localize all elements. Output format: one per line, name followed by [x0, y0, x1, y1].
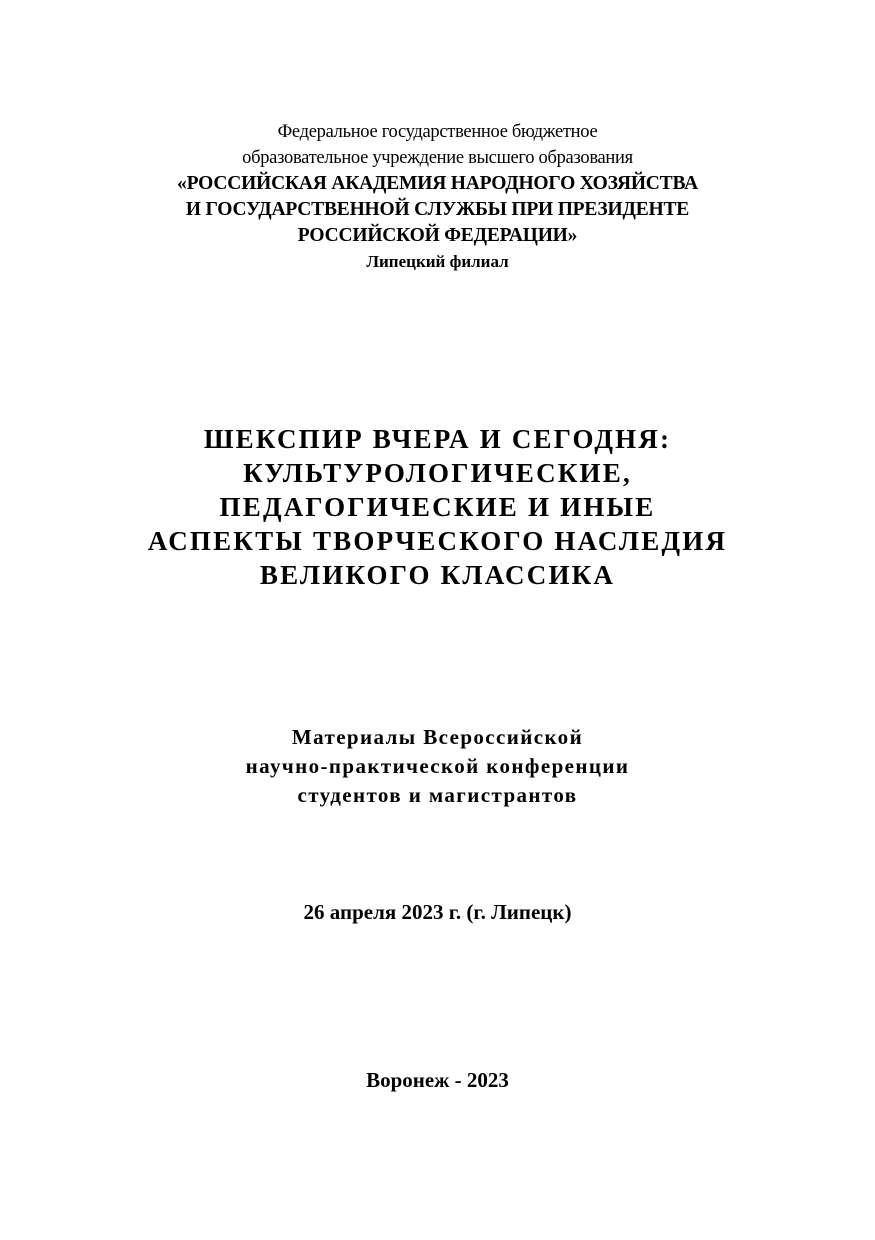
title-line-5: ВЕЛИКОГО КЛАССИКА	[259, 560, 616, 590]
institution-header	[0, 119, 875, 275]
subtitle-line-2: научно-практической конференции	[245, 754, 630, 778]
document-subtitle	[0, 723, 875, 810]
institution-line-1: Федеральное государственное бюджетное	[277, 122, 598, 142]
conference-date	[0, 898, 875, 926]
date-text: 26 апреля 2023 г. (г. Липецк)	[303, 900, 572, 924]
publication-place-year	[0, 1066, 875, 1094]
institution-name-line-1: «РОССИЙСКАЯ АКАДЕМИЯ НАРОДНОГО ХОЗЯЙСТВА	[177, 173, 698, 194]
title-line-3: ПЕДАГОГИЧЕСКИЕ И ИНЫЕ	[219, 492, 656, 522]
document-title	[0, 422, 875, 592]
institution-name-line-2: И ГОСУДАРСТВЕННОЙ СЛУЖБЫ ПРИ ПРЕЗИДЕНТЕ	[185, 199, 690, 220]
title-line-1: ШЕКСПИР ВЧЕРА И СЕГОДНЯ:	[203, 424, 672, 454]
title-line-4: АСПЕКТЫ ТВОРЧЕСКОГО НАСЛЕДИЯ	[147, 526, 728, 556]
institution-line-2: образовательное учреждение высшего образования	[242, 148, 633, 168]
subtitle-line-3: студентов и магистрантов	[297, 783, 578, 807]
subtitle-line-1: Материалы Всероссийской	[291, 725, 584, 749]
institution-name-line-3: РОССИЙСКОЙ ФЕДЕРАЦИИ»	[297, 225, 578, 246]
title-line-2: КУЛЬТУРОЛОГИЧЕСКИЕ,	[243, 458, 632, 488]
branch-name: Липецкий филиал	[366, 252, 509, 271]
city-year-text: Воронеж - 2023	[366, 1068, 509, 1092]
